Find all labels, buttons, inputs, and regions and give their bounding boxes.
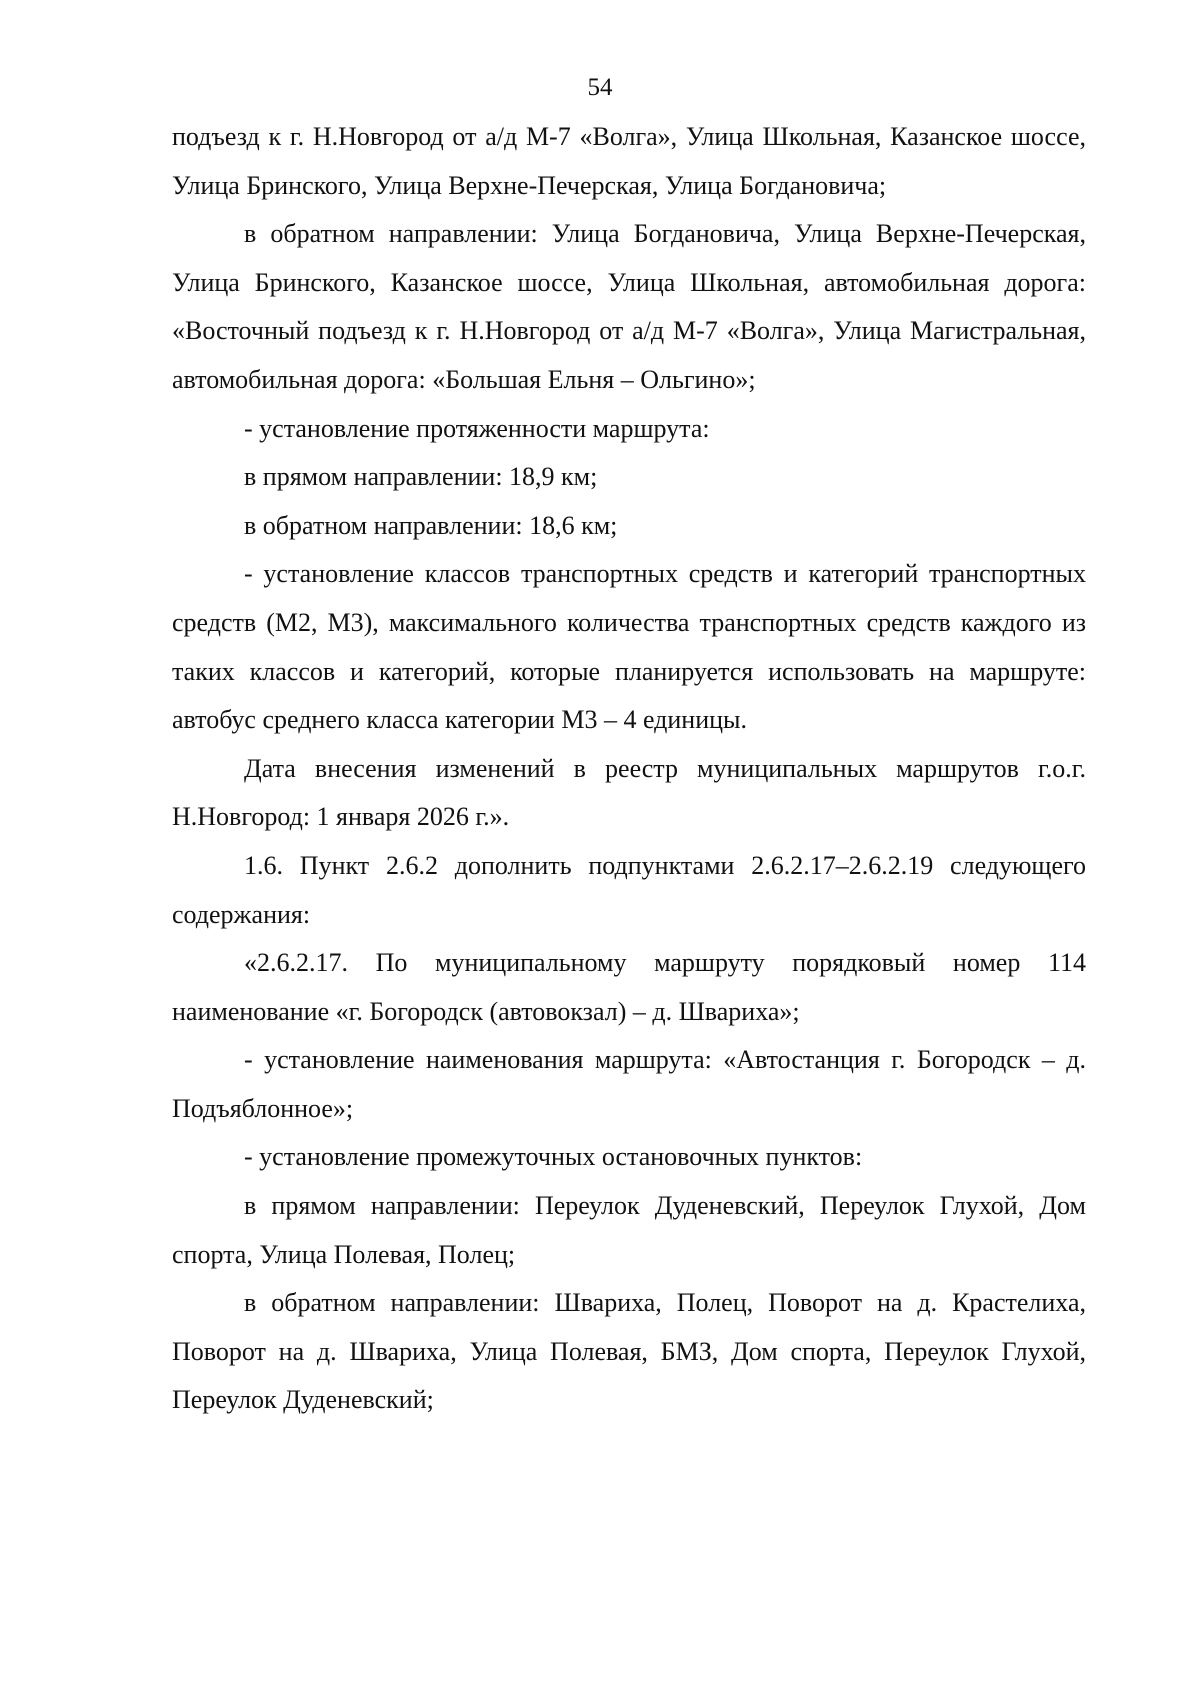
paragraph-route-length-heading: - установление протяженности маршрута: [244, 413, 710, 443]
paragraph-reverse-stops: в обратном направлении: Швариха, Полец, Поворот на д. Крастелиха, Поворот на д. Швариха, Улица Полевая, БМЗ, Дом спорта, Переулок Глухой, Переулок Дуденевский; [172, 1288, 1086, 1415]
paragraph-forward-stops: в прямом направлении: Переулок Дуденевский, Переулок Глухой, Дом спорта, Улица Полевая, Полец; [172, 1191, 1086, 1269]
paragraph-forward-length: в прямом направлении: 18,9 км; [244, 462, 598, 492]
paragraph-item-1-6: 1.6. Пункт 2.6.2 дополнить подпунктами 2.6.2.17–2.6.2.19 следующего содержания: [172, 850, 1086, 929]
paragraph-reverse-direction-stops: в обратном направлении: Улица Богдановича, Улица Верхне-Печерская, Улица Бринского, Казанское шоссе, Улица Школьная, автомобильная дорога: «Восточный подъезд к г. Н.Новгород от а/д М-7 «Волга», Улица Магистральная, автомобильная дорога: «Большая Ельня – Ольгино»; [172, 219, 1086, 394]
document-body [172, 113, 1086, 1425]
paragraph-reverse-length: в обратном направлении: 18,6 км; [244, 510, 618, 540]
paragraph-route-name: - установление наименования маршрута: «Автостанция г. Богородск – д. Подъяблонное»; [172, 1045, 1086, 1123]
paragraph-intermediate-stops-heading: - установление промежуточных остановочных пунктов: [244, 1142, 863, 1172]
page-number: 54 [587, 74, 613, 101]
paragraph-registry-date: Дата внесения изменений в реестр муниципальных маршрутов г.о.г. Н.Новгород: 1 января 2026 г.». [172, 753, 1086, 832]
paragraph-route-114: «2.6.2.17. По муниципальному маршруту порядковый номер 114 наименование «г. Богородск (автовокзал) – д. Швариха»; [172, 948, 1086, 1026]
paragraph-route-continuation: подъезд к г. Н.Новгород от а/д М-7 «Волга», Улица Школьная, Казанское шоссе, Улица Бринского, Улица Верхне-Печерская, Улица Богдановича; [172, 122, 1086, 200]
paragraph-vehicle-classes: - установление классов транспортных средств и категорий транспортных средств (М2, М3), максимального количества транспортных средств каждого из таких классов и категорий, которые планируется использовать на маршруте: автобус среднего класса категории М3 – 4 единицы. [172, 559, 1086, 735]
